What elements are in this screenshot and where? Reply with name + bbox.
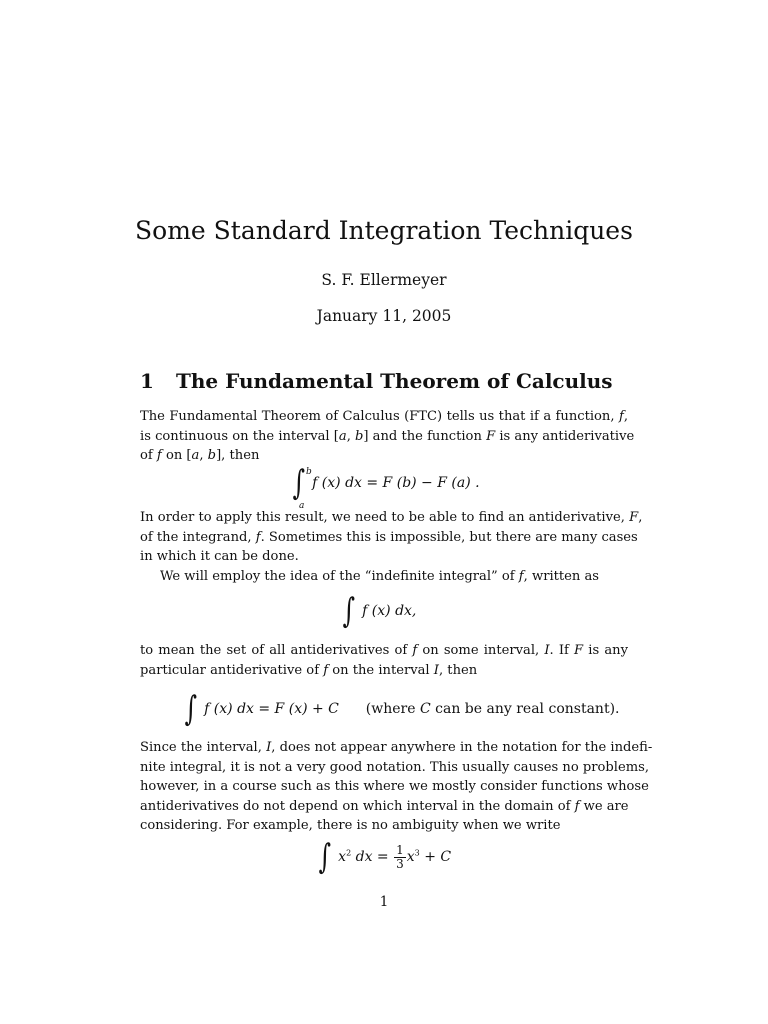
integral-sign: ∫ [184,689,198,729]
text-line: however, in a course such as this where we mostly consider functions whose [140,779,649,795]
paragraph-indefinite-meaning [140,641,628,680]
text-line: of the integrand, f. Sometimes this is impossible, but there are many cases [140,529,638,545]
equation-indefinite-integral: ∫ f (x) dx, [342,591,417,631]
text-line: in which it can be done. [140,549,299,565]
fraction-one-third: $\frac{1}{3}$ [396,842,404,871]
document-author: S. F. Ellermeyer [321,271,447,289]
page-number: 1 [379,894,389,910]
equation-ftc: ∫ b a f (x) dx = F (b) − F (a) . [290,466,480,500]
text-line: particular antiderivative of f on the interval I, then [140,662,478,678]
section-heading [140,368,613,394]
document-date: January 11, 2005 [316,307,452,325]
text-line: nite integral, it is not a very good notation. This usually causes no problems, [140,759,650,775]
integral-sign: ∫ [318,837,332,877]
paragraph-ftc-intro [140,407,635,466]
text-line: of f on [a, b], then [140,448,260,464]
integral-sign: ∫ [292,463,306,503]
text-line: to mean the set of all antiderivatives of f on some interval, I. If F is any [140,643,628,658]
section-number: 1 [140,369,154,393]
text-line: In order to apply this result, we need to be able to find an antiderivative, F, [140,510,643,525]
text-line: antiderivatives do not depend on which interval in the domain of f we are [140,798,629,814]
text-line: We will employ the idea of the “indefinite integral” of f, written as [160,568,600,584]
integral-sign: ∫ [342,591,356,631]
paragraph-antiderivative [140,508,643,586]
paragraph-notation [140,738,653,836]
text-line: The Fundamental Theorem of Calculus (FTC) tells us that if a function, f, [140,409,628,424]
text-line: considering. For example, there is no ambiguity when we write [140,818,561,834]
upper-limit: b [306,467,312,477]
equation-example: ∫ $x^2$ dx = $\frac{1}{3}$ $x^3 + C$ [318,837,452,877]
equation-indefinite-definition: ∫ f (x) dx = F (x) + C (where C can be any real constant). [184,689,620,729]
text-line: is continuous on the interval [a, b] and the function F is any antiderivative [140,428,635,444]
section-title: The Fundamental Theorem of Calculus [176,369,613,393]
text-line: Since the interval, I, does not appear anywhere in the notation for the indefi- [140,740,653,755]
lower-limit: a [299,501,305,511]
document-title: Some Standard Integration Techniques [135,216,633,245]
